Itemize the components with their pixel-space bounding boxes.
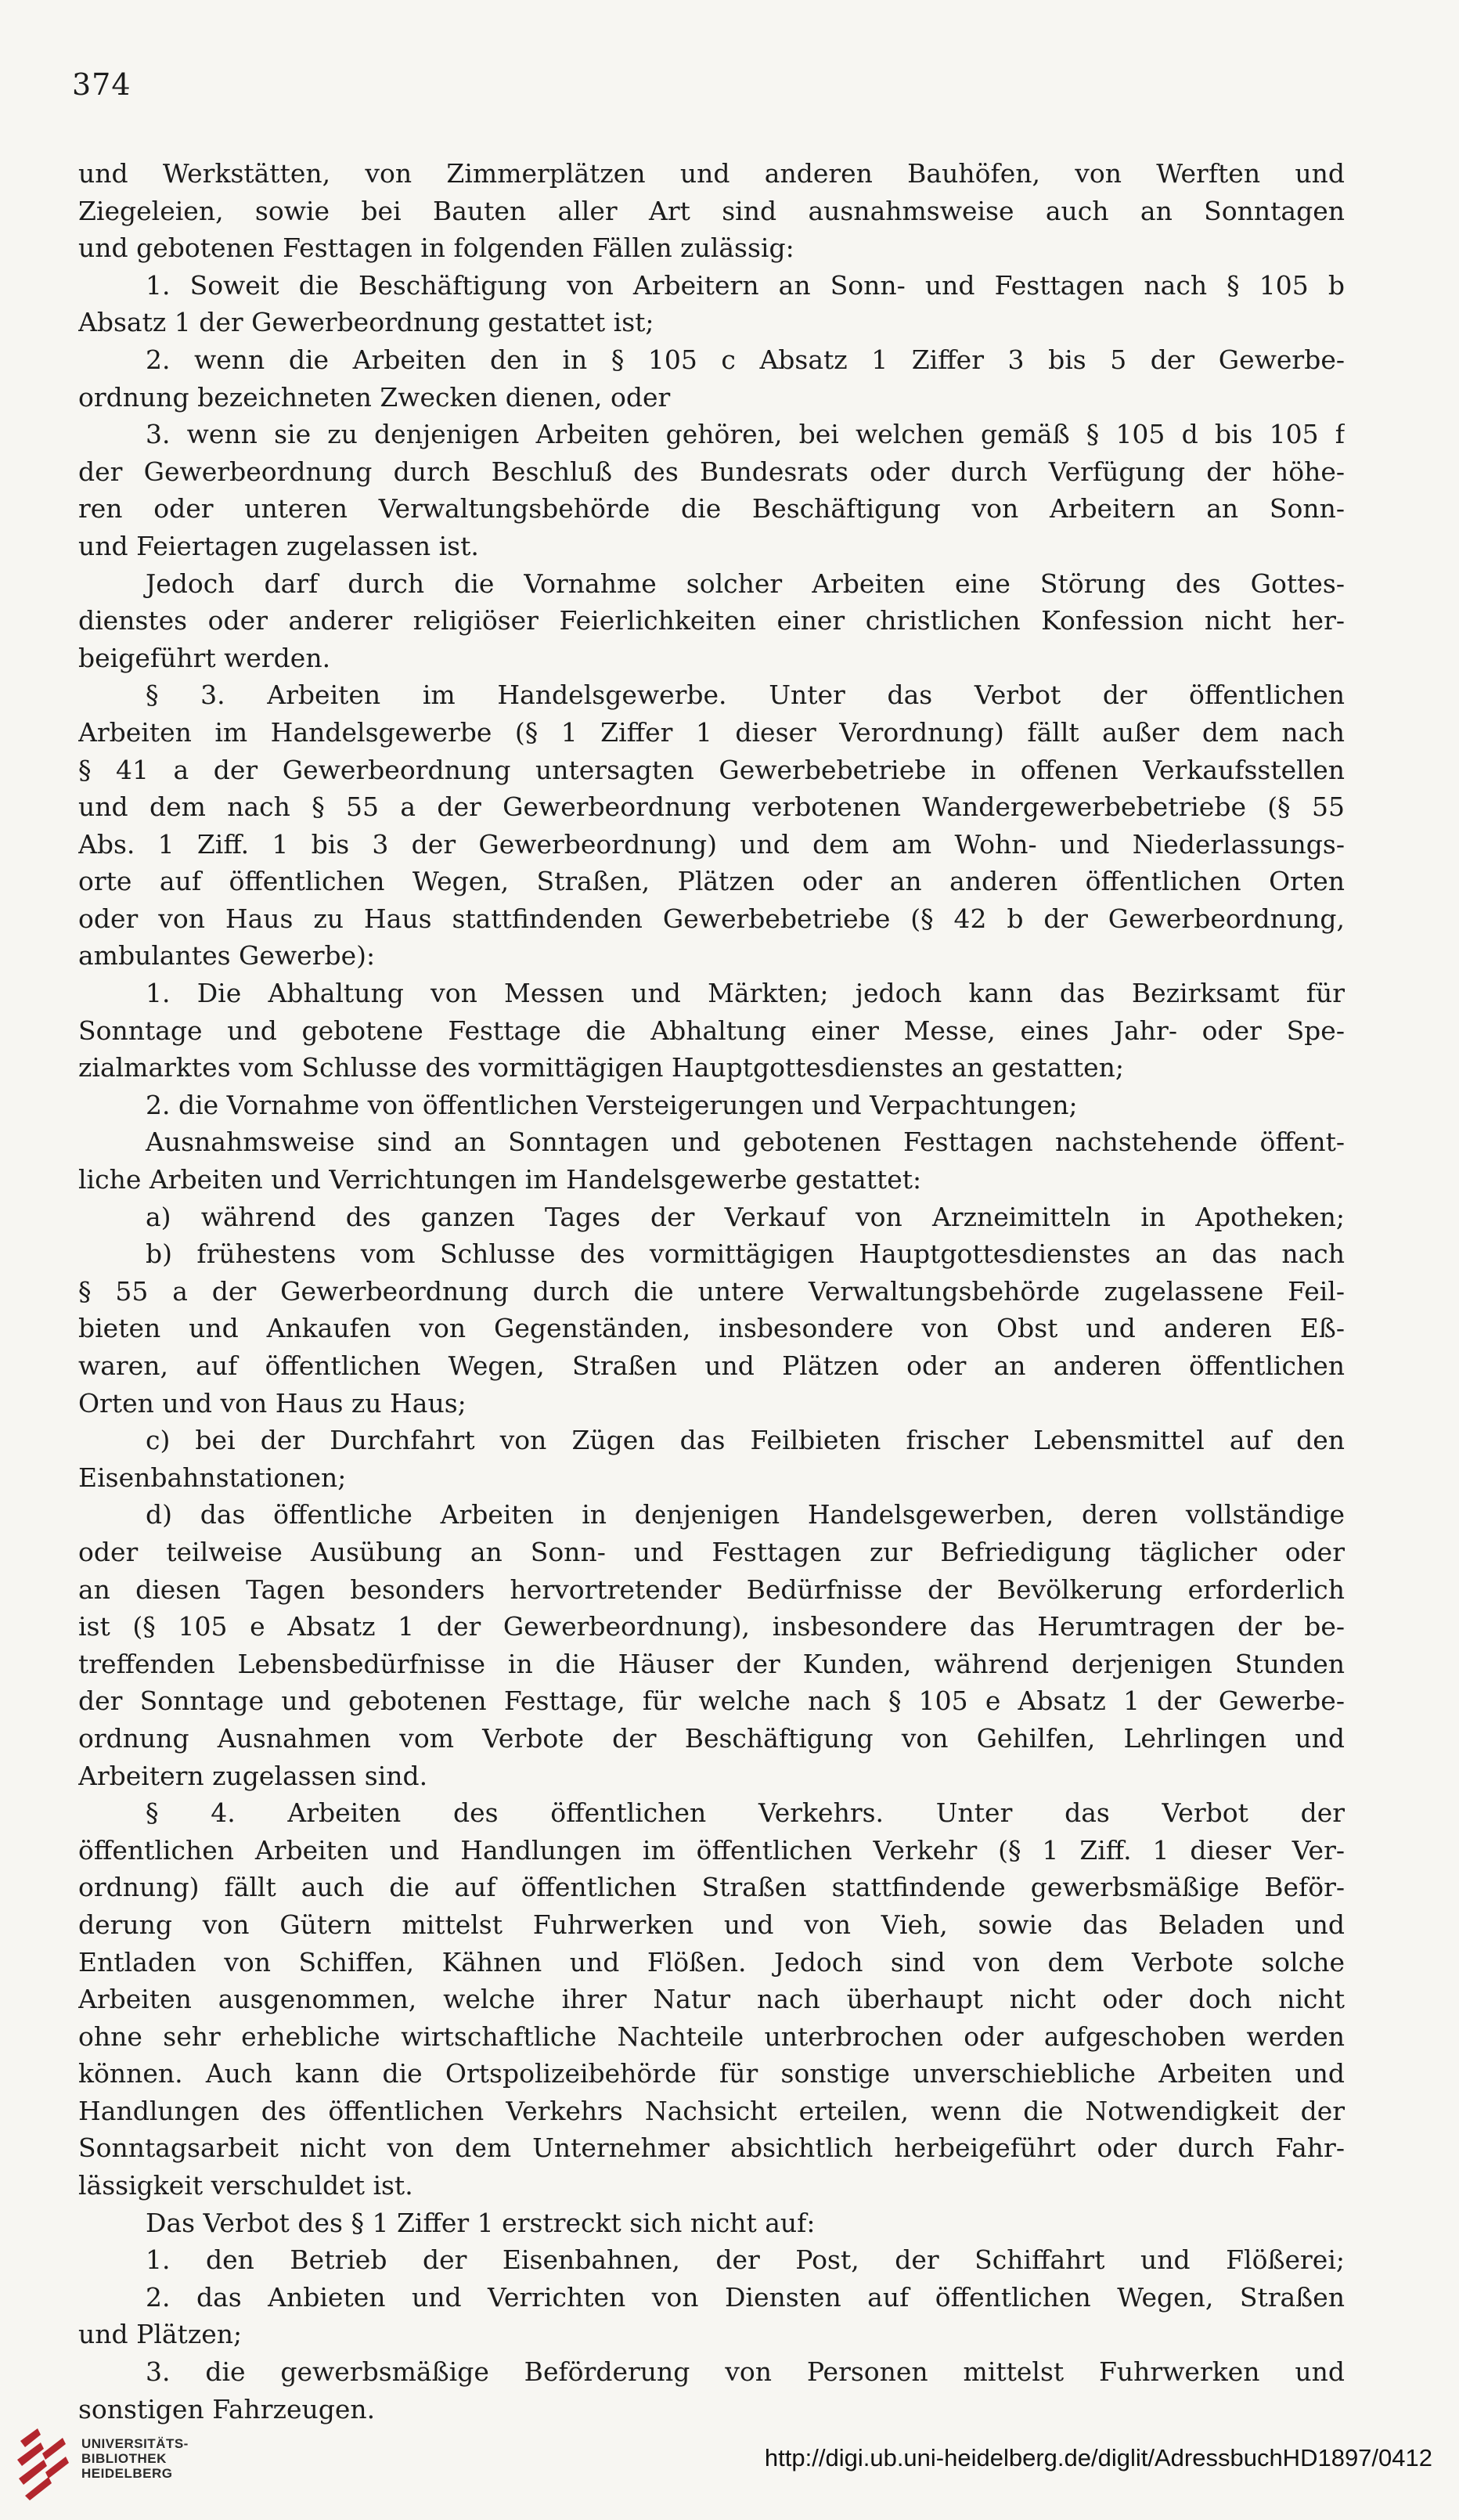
text-line: zialmarktes vom Schlusse des vormittägigen Hauptgottesdienstes an gestatten; <box>78 1052 1124 1083</box>
text-line: Abs. 1 Ziff. 1 bis 3 der Gewerbeordnung) und dem am Wohn- und Niederlassungs- <box>78 828 1345 860</box>
text-line: waren, auf öffentlichen Wegen, Straßen und Plätzen oder an anderen öffentlichen <box>78 1350 1345 1381</box>
text-line: bieten und Ankaufen von Gegenständen, insbesondere von Obst und anderen Eß- <box>78 1313 1345 1344</box>
text-line: liche Arbeiten und Verrichtungen im Handelsgewerbe gestattet: <box>78 1164 922 1195</box>
text-line: 2. die Vornahme von öffentlichen Versteigerungen und Verpachtungen; <box>146 1089 1078 1120</box>
text-line: ordnung bezeichneten Zwecken dienen, oder <box>78 381 671 413</box>
text-line: Sonntage und gebotene Festtage die Abhaltung einer Messe, eines Jahr- oder Spe- <box>78 1015 1345 1046</box>
text-line: ambulantes Gewerbe): <box>78 940 376 972</box>
text-line: § 4. Arbeiten des öffentlichen Verkehrs. Unter das Verbot der <box>146 1797 1345 1829</box>
body-text <box>78 155 1345 2428</box>
text-line: ordnung) fällt auch die auf öffentlichen Straßen stattfindende gewerbsmäßige Beför- <box>78 1872 1345 1903</box>
text-line: Entladen von Schiffen, Kähnen und Flößen. Jedoch sind von dem Verbote solche <box>78 1946 1345 1977</box>
text-line: a) während des ganzen Tages der Verkauf von Arzneimitteln in Apotheken; <box>146 1201 1345 1232</box>
text-line: § 41 a der Gewerbeordnung untersagten Gewerbebetriebe in offenen Verkaufsstellen <box>78 754 1345 785</box>
text-line: Ausnahmsweise sind an Sonntagen und gebotenen Festtagen nachstehende öffent- <box>146 1127 1345 1158</box>
text-line: 1. den Betrieb der Eisenbahnen, der Post, der Schiffahrt und Flößerei; <box>146 2244 1345 2276</box>
text-line: können. Auch kann die Ortspolizeibehörde für sonstige unverschiebliche Arbeiten und <box>78 2058 1345 2089</box>
text-line: 1. Soweit die Beschäftigung von Arbeitern an Sonn- und Festtagen nach § 105 b <box>146 269 1345 301</box>
text-line: 3. wenn sie zu denjenigen Arbeiten gehören, bei welchen gemäß § 105 d bis 105 f <box>146 419 1345 450</box>
text-line: Arbeitern zugelassen sind. <box>78 1760 428 1791</box>
text-line: Sonntagsarbeit nicht von dem Unternehmer absichtlich herbeigeführt oder durch Fahr- <box>78 2132 1345 2164</box>
text-line: Arbeiten im Handelsgewerbe (§ 1 Ziffer 1 dieser Verordnung) fällt außer dem nach <box>78 716 1345 748</box>
text-line: c) bei der Durchfahrt von Zügen das Feilbieten frischer Lebensmittel auf den <box>146 1425 1345 1456</box>
text-line: an diesen Tagen besonders hervortretender Bedürfnisse der Bevölkerung erforderlich <box>78 1574 1345 1605</box>
text-line: b) frühestens vom Schlusse des vormittägigen Hauptgottesdienstes an das nach <box>146 1238 1345 1270</box>
text-line: öffentlichen Arbeiten und Handlungen im öffentlichen Verkehr (§ 1 Ziff. 1 dieser Ver- <box>78 1834 1345 1866</box>
logo-line-3: HEIDELBERG <box>81 2466 173 2481</box>
text-line: Handlungen des öffentlichen Verkehrs Nachsicht erteilen, wenn die Notwendigkeit der <box>78 2095 1345 2126</box>
text-line: oder teilweise Ausübung an Sonn- und Festtagen zur Befriedigung täglicher oder <box>78 1536 1345 1567</box>
text-line: 2. wenn die Arbeiten den in § 105 c Absatz 1 Ziffer 3 bis 5 der Gewerbe- <box>146 344 1345 375</box>
text-line: und Plätzen; <box>78 2319 243 2350</box>
logo-line-1: UNIVERSITÄTS- <box>81 2436 189 2451</box>
text-line: ordnung Ausnahmen vom Verbote der Beschäftigung von Gehilfen, Lehrlingen und <box>78 1722 1345 1754</box>
text-line: der Gewerbeordnung durch Beschluß des Bundesrats oder durch Verfügung der höhe- <box>78 456 1345 487</box>
text-line: und Werkstätten, von Zimmerplätzen und anderen Bauhöfen, von Werften und <box>78 158 1345 189</box>
text-line: treffenden Lebensbedürfnisse in die Häuser der Kunden, während derjenigen Stunden <box>78 1648 1345 1679</box>
text-line: und dem nach § 55 a der Gewerbeordnung verbotenen Wandergewerbebetriebe (§ 55 <box>78 791 1345 823</box>
text-line: Ziegeleien, sowie bei Bauten aller Art sind ausnahmsweise auch an Sonntagen <box>78 195 1345 226</box>
text-line: lässigkeit verschuldet ist. <box>78 2170 413 2201</box>
text-line: Das Verbot des § 1 Ziffer 1 erstreckt sich nicht auf: <box>146 2207 816 2238</box>
text-line: beigeführt werden. <box>78 642 331 673</box>
text-line: oder von Haus zu Haus stattfindenden Gewerbebetriebe (§ 42 b der Gewerbeordnung, <box>78 903 1345 934</box>
text-line: Arbeiten ausgenommen, welche ihrer Natur nach überhaupt nicht oder doch nicht <box>78 1984 1345 2015</box>
text-line: Orten und von Haus zu Haus; <box>78 1387 467 1419</box>
university-seal-icon <box>14 2425 69 2500</box>
text-line: der Sonntage und gebotenen Festtage, für welche nach § 105 e Absatz 1 der Gewerbe- <box>78 1685 1345 1717</box>
text-line: 2. das Anbieten und Verrichten von Diensten auf öffentlichen Wegen, Straßen <box>146 2281 1345 2313</box>
text-line: d) das öffentliche Arbeiten in denjenigen Handelsgewerben, deren vollständige <box>146 1499 1345 1530</box>
text-line: § 3. Arbeiten im Handelsgewerbe. Unter das Verbot der öffentlichen <box>146 680 1345 711</box>
library-logo-text <box>81 2436 189 2481</box>
text-line: orte auf öffentlichen Wegen, Straßen, Plätzen oder an anderen öffentlichen Orten <box>78 866 1345 897</box>
text-line: und gebotenen Festtagen in folgenden Fällen zulässig: <box>78 233 794 264</box>
text-line: ren oder unteren Verwaltungsbehörde die Beschäftigung von Arbeitern an Sonn- <box>78 493 1345 525</box>
text-line: 1. Die Abhaltung von Messen und Märkten; jedoch kann das Bezirksamt für <box>146 978 1345 1009</box>
footer-bar <box>0 2411 1459 2520</box>
text-line: dienstes oder anderer religiöser Feierlichkeiten einer christlichen Konfession nicht her- <box>78 605 1345 636</box>
text-line: sonstigen Fahrzeugen. <box>78 2393 376 2424</box>
text-line: Jedoch darf durch die Vornahme solcher Arbeiten eine Störung des Gottes- <box>146 568 1345 599</box>
text-line: Eisenbahnstationen; <box>78 1462 347 1493</box>
text-line: ist (§ 105 e Absatz 1 der Gewerbeordnung), insbesondere das Herumtragen der be- <box>78 1611 1345 1642</box>
text-line: 3. die gewerbsmäßige Beförderung von Personen mittelst Fuhrwerken und <box>146 2356 1345 2388</box>
text-line: § 55 a der Gewerbeordnung durch die untere Verwaltungsbehörde zugelassene Feil- <box>78 1275 1345 1307</box>
text-line: Absatz 1 der Gewerbeordnung gestattet ist; <box>78 307 654 338</box>
text-line: und Feiertagen zugelassen ist. <box>78 530 479 561</box>
source-url-link[interactable]: http://digi.ub.uni-heidelberg.de/diglit/AdressbuchHD1897/0412 <box>764 2444 1432 2471</box>
page-number: 374 <box>72 67 131 102</box>
text-line: derung von Gütern mittelst Fuhrwerken und von Vieh, sowie das Beladen und <box>78 1909 1345 1940</box>
logo-line-2: BIBLIOTHEK <box>81 2451 167 2466</box>
text-line: ohne sehr erhebliche wirtschaftliche Nachteile unterbrochen oder aufgeschoben werden <box>78 2021 1345 2052</box>
